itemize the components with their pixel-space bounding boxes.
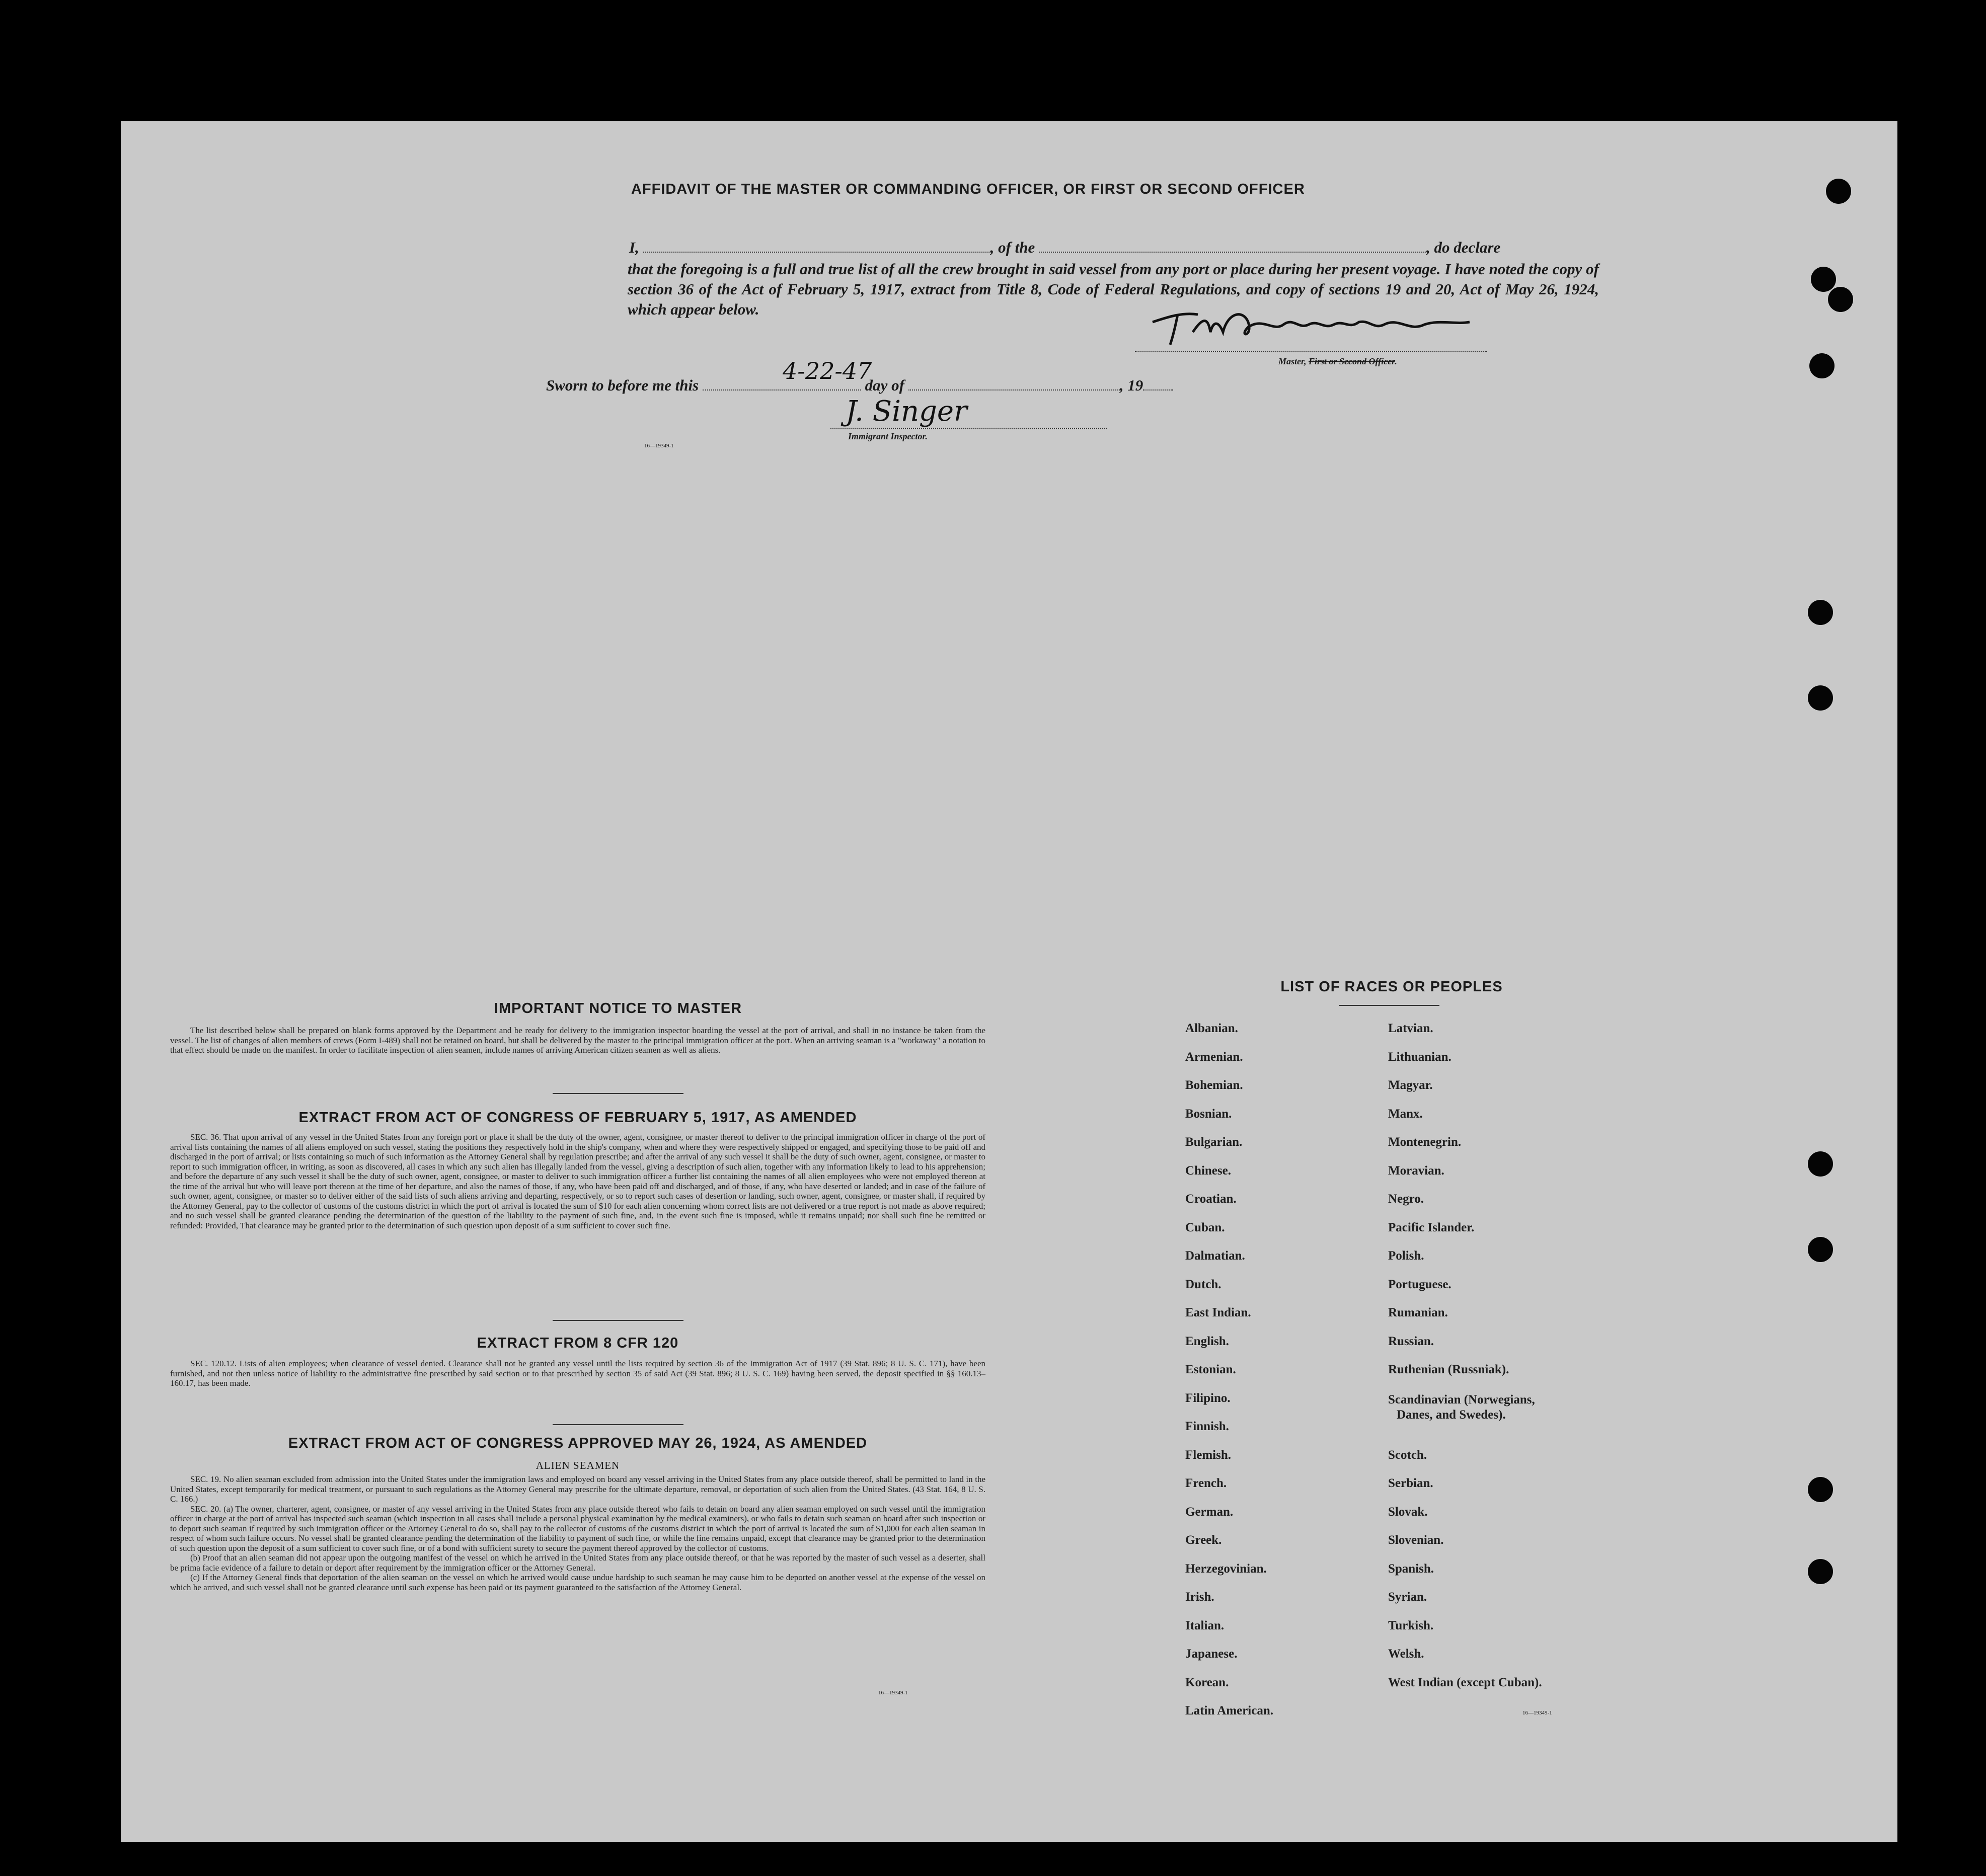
race-item: German. (1185, 1505, 1234, 1519)
notice-text: The list described below shall be prepared on blank forms approved by the Department and be ready for delivery to the immigration inspector boarding the vessel at the port of arrival, and shall in no instance be taken from the vessel. The list of changes of alien members of crews (Form I-489) shall not be retained on board, but shall be delivered by the master to the principal immigration officer at the port. When an arriving seaman is a "workaway" a notation to that effect should be made on the manifest. In order to facilitate inspection of alien seamen, include names of arriving American citizen seamen as well as aliens. (170, 1026, 985, 1055)
extract-cfr-title: EXTRACT FROM 8 CFR 120 (477, 1335, 679, 1351)
do-declare-label: , do declare (1426, 239, 1501, 256)
inspector-signature-line (830, 428, 1107, 429)
race-item: Japanese. (1185, 1647, 1238, 1661)
race-item: Slovak. (1388, 1505, 1428, 1519)
divider (553, 1093, 683, 1094)
year-label: , 19 (1119, 376, 1143, 394)
punch-hole (1808, 1237, 1833, 1262)
extract-1924-title: EXTRACT FROM ACT OF CONGRESS APPROVED MAY 26, 1924, AS AMENDED (288, 1435, 868, 1451)
race-item: Manx. (1388, 1107, 1423, 1121)
notice-title: IMPORTANT NOTICE TO MASTER (494, 1000, 742, 1017)
affidavit-title: AFFIDAVIT OF THE MASTER OR COMMANDING OFFICER, OR FIRST OR SECOND OFFICER (631, 181, 1305, 197)
punch-hole (1828, 287, 1853, 312)
race-item: Pacific Islander. (1388, 1220, 1475, 1234)
race-item: Magyar. (1388, 1078, 1433, 1092)
race-item: Greek. (1185, 1533, 1222, 1547)
i-label: I, (629, 239, 639, 256)
race-item: Bohemian. (1185, 1078, 1243, 1092)
form-number: 16—19349-1 (644, 443, 674, 449)
vessel-blank (1039, 240, 1426, 253)
race-item: Russian. (1388, 1334, 1434, 1348)
day-of-label: day of (865, 376, 904, 394)
races-title: LIST OF RACES OR PEOPLES (1280, 979, 1503, 995)
punch-hole (1811, 267, 1836, 292)
of-the-label: , of the (990, 239, 1035, 256)
affidavit-first-line (629, 239, 1500, 257)
month-blank (908, 377, 1120, 390)
race-item: Scotch. (1388, 1448, 1427, 1462)
race-item: East Indian. (1185, 1306, 1251, 1319)
race-item: Rumanian. (1388, 1306, 1448, 1319)
race-item: Latin American. (1185, 1704, 1273, 1717)
extract-cfr-text: SEC. 120.12. Lists of alien employees; when clearance of vessel denied. Clearance shall not be granted any vessel until the lists required by section 36 of the Immigration Act of 1917 (39 Stat. 896; 8 U. S. C. 171), have been furnished, and not then unless notice of liability to the administrative fine prescribed by said section or to that prescribed by section 35 of said Act (39 Stat. 896; 8 U. S. C. 169) having been served, the deposit specified in §§ 160.13–160.17, has been made. (170, 1359, 985, 1388)
punch-hole (1808, 1477, 1833, 1502)
divider (553, 1320, 683, 1321)
race-item: Welsh. (1388, 1647, 1424, 1661)
race-item: Turkish. (1388, 1618, 1434, 1632)
punch-hole (1808, 685, 1833, 711)
race-item: Moravian. (1388, 1163, 1444, 1178)
race-item: Serbian. (1388, 1476, 1433, 1490)
sworn-date: 4-22-47 (783, 357, 872, 384)
extract-1917-text: SEC. 36. That upon arrival of any vessel in the United States from any foreign port or place it shall be the duty of the owner, agent, consignee, or master thereof to deliver to the principal immigration officer in charge of the port of arrival lists containing the names of all aliens employed on such vessel, stating the positions they respectively hold in the ship's company, when and where they were respectively shipped or engaged, and specifying those to be paid off and discharged in the port of arrival; or lists containing so much of such information as the Attorney General shall by regulation prescribe; and after the arrival of any such vessel it shall be the duty of such owner, agent, consignee, or master to report to such immigration officer, in writing, as soon as discovered, all cases in which any such alien has illegally landed from the vessel, giving a description of such alien, together with any information likely to lead to his apprehension; and before the departure of any such vessel it shall be the duty of such owner, agent, consignee, or master to deliver to such immigration officer a further list containing the names of all alien employees who were not employed thereon at the time of the arrival but who will leave port thereon at the time of her departure, and also the names of those, if any, who have been paid off and discharged, and of those, if any, who have deserted or landed; and in case of the failure of such owner, agent, consignee, or master so to deliver either of the said lists of such aliens arriving and departing, respectively, or so to report such cases of desertion or landing, such owner, agent, consignee, or master shall, if required by the Attorney General, pay to the collector of customs of the customs district in which the port of arrival is located the sum of $10 for each alien concerning whom correct lists are not delivered or a true report is not made as above required; and no such vessel shall be granted clearance pending the determination of the question of the liability to the payment of such fine, and, in the event such fine is imposed, while it remains unpaid; nor shall such fine be remitted or refunded: Provided, That clearance may be granted prior to the determination of such question upon deposit of a sum sufficient to cover such fine. (170, 1132, 985, 1230)
extract-1917-title: EXTRACT FROM ACT OF CONGRESS OF FEBRUARY 5, 1917, AS AMENDED (298, 1110, 857, 1126)
race-item: Finnish. (1185, 1420, 1229, 1433)
race-item: Irish. (1185, 1590, 1214, 1604)
race-item: Portuguese. (1388, 1277, 1452, 1291)
race-item: Dalmatian. (1185, 1249, 1245, 1263)
race-item: Chinese. (1185, 1163, 1231, 1178)
struck-officer-label: First or Second Officer (1309, 356, 1395, 366)
extract-1924-text: SEC. 19. No alien seaman excluded from admission into the United States under the immigration laws and employed on board any vessel arriving in the United States from any place outside thereof, shall be permitted to land in the United States, except temporarily for medical treatment, or pursuant to such regulations as the Attorney General may prescribe for the ultimate departure, removal, or deportation of such alien from the United States. (43 Stat. 164, 8 U. S. C. 166.) SEC. 20. (a) The owner, charterer, agent, consignee, or master of any vessel arriving in the United States from any place outside thereof who fails to detain on board any alien seaman employed on such vessel until the immigration officer in charge at the port of arrival has inspected such seaman (which inspection in all cases shall include a personal physical examination by the medical examiners), or who fails to detain such seaman on board after such inspection or to deport such seaman if required by such immigration officer or the Attorney General to do so, shall pay to the collector of customs of the customs district in which the port of arrival is located the sum of $1,000 for each alien seaman in respect of whom such failure occurs. No vessel shall be granted clearance pending the determination of the liability to payment of such fine, or while the fine remains unpaid, except that clearance may be granted prior to the determination of such question upon the deposit of a sum sufficient to cover such fine, or of a bond with sufficient surety to secure the payment thereof approved by the collector of customs. (b) Proof that an alien seaman did not appear upon the outgoing manifest of the vessel on which he arrived in the United States from any place outside thereof, or that he was reported by the master of such vessel as a deserter, shall be prima facie evidence of a failure to detain or deport after requirement by the immigration officer or the Attorney General. (c) If the Attorney General finds that deportation of the alien seaman on the vessel on which he arrived would cause undue hardship to such seaman he may cause him to be deported on another vessel at the expense of the vessel on which he arrived, and such vessel shall not be granted clearance until such expense has been paid or its payment guaranteed to the satisfaction of the Attorney General. (170, 1474, 985, 1592)
race-item: Bosnian. (1185, 1107, 1232, 1121)
race-item: Armenian. (1185, 1050, 1243, 1064)
form-number: 16—19349-1 (878, 1690, 908, 1696)
sworn-label: Sworn to before me this (546, 376, 699, 394)
race-item: Montenegrin. (1388, 1135, 1462, 1149)
race-item: Slovenian. (1388, 1533, 1444, 1547)
race-item: Latvian. (1388, 1022, 1433, 1035)
punch-hole (1808, 1559, 1833, 1584)
race-item: West Indian (except Cuban). (1388, 1675, 1542, 1689)
master-signature-line (1135, 351, 1487, 352)
extract-1924-subtitle: ALIEN SEAMEN (536, 1459, 620, 1471)
race-item: French. (1185, 1476, 1227, 1490)
race-item: Estonian. (1185, 1363, 1236, 1376)
race-item: Flemish. (1185, 1448, 1231, 1462)
form-number: 16—19349-1 (1522, 1710, 1552, 1716)
race-item: Ruthenian (Russniak). (1388, 1363, 1509, 1376)
race-item: Syrian. (1388, 1590, 1427, 1604)
divider (553, 1424, 683, 1425)
race-item: Korean. (1185, 1675, 1229, 1689)
race-item: Dutch. (1185, 1277, 1221, 1291)
race-item: Filipino. (1185, 1391, 1231, 1405)
punch-hole (1808, 1151, 1833, 1177)
race-item: Scandinavian (Norwegians, (1388, 1392, 1535, 1406)
divider (1339, 1005, 1439, 1006)
master-label: Master, First or Second Officer. (1278, 356, 1397, 366)
declaration-text: that the foregoing is a full and true list of all the crew brought in said vessel from any port or place during her present voyage. I have noted the copy of section 36 of the Act of February 5, 1917, extract from Title 8, Code of Federal Regulations, and copy of sections 19 and 20, Act of May 26, 1924, which appear below. (628, 260, 1599, 318)
race-item: Italian. (1185, 1618, 1225, 1632)
race-item: English. (1185, 1334, 1229, 1348)
race-item: Negro. (1388, 1192, 1424, 1206)
year-blank (1143, 377, 1173, 390)
race-item: Polish. (1388, 1249, 1424, 1263)
race-item: Herzegovinian. (1185, 1561, 1267, 1576)
race-item: Lithuanian. (1388, 1050, 1452, 1064)
race-item: Croatian. (1185, 1192, 1237, 1206)
document-page (121, 121, 1897, 1842)
punch-hole (1809, 353, 1835, 378)
race-item: Bulgarian. (1185, 1135, 1243, 1149)
race-item: Spanish. (1388, 1561, 1434, 1576)
punch-hole (1826, 179, 1851, 204)
race-item: Albanian. (1185, 1022, 1238, 1035)
race-item: Danes, and Swedes). (1397, 1408, 1506, 1422)
name-blank (643, 240, 990, 253)
race-item: Cuban. (1185, 1220, 1225, 1234)
master-signature (1148, 302, 1490, 350)
inspector-signature: J. Singer (846, 395, 967, 428)
punch-hole (1808, 600, 1833, 625)
inspector-label: Immigrant Inspector. (848, 431, 928, 441)
